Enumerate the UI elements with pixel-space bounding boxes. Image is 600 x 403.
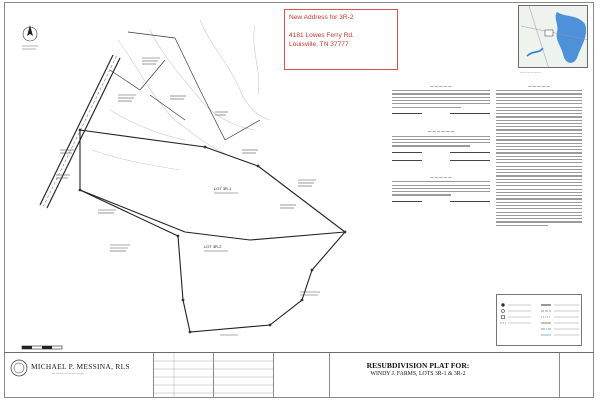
revision-cell-2: [214, 353, 274, 398]
lot-3r2-label: LOT 3R-2: [204, 244, 222, 249]
graphic-scale: [22, 346, 62, 349]
certification-heading-1: — — — — —: [430, 84, 452, 88]
general-notes-column: [496, 84, 582, 228]
surveyor-details: — — — — — — — —: [52, 371, 84, 375]
north-arrow-note: [22, 46, 38, 49]
info-cell: [274, 353, 330, 398]
north-arrow-icon: [23, 25, 37, 41]
existing-parcel-lines: [110, 32, 260, 140]
address-heading: New Address for 3R-2: [289, 14, 354, 21]
vicinity-map: [518, 5, 588, 68]
certification-column: [392, 84, 490, 201]
surveyor-seal-icon: [10, 359, 28, 377]
sheet-number-cell: [560, 353, 594, 398]
property-corners: [79, 129, 347, 334]
revision-cell-1: [154, 353, 214, 398]
general-notes-heading: — — — — —: [528, 84, 550, 88]
legend-box: [496, 294, 582, 346]
vicinity-map-drawing: [519, 6, 588, 68]
new-address-note: [284, 9, 398, 70]
certification-heading-2: — — — — — —: [427, 129, 455, 134]
title-block: [4, 352, 594, 398]
certification-heading-3: — — — — —: [430, 175, 452, 180]
legend-symbols: [497, 295, 583, 347]
address-city: Louisville, TN 37777: [289, 41, 349, 48]
surveyor-name: MICHAEL P. MESSINA, RLS: [31, 362, 130, 371]
lot-3r1-label: LOT 3R-1: [214, 186, 232, 191]
subject-boundary: [80, 130, 345, 332]
plat-subtitle: WINDY J. FARMS, LOTS 3R-1 & 3R-2: [370, 371, 466, 377]
vicinity-map-caption: — — — — — —: [520, 70, 541, 74]
address-street: 4181 Lowes Ferry Rd.: [289, 32, 354, 39]
plat-title: RESUBDIVISION PLAT FOR:: [366, 361, 470, 370]
